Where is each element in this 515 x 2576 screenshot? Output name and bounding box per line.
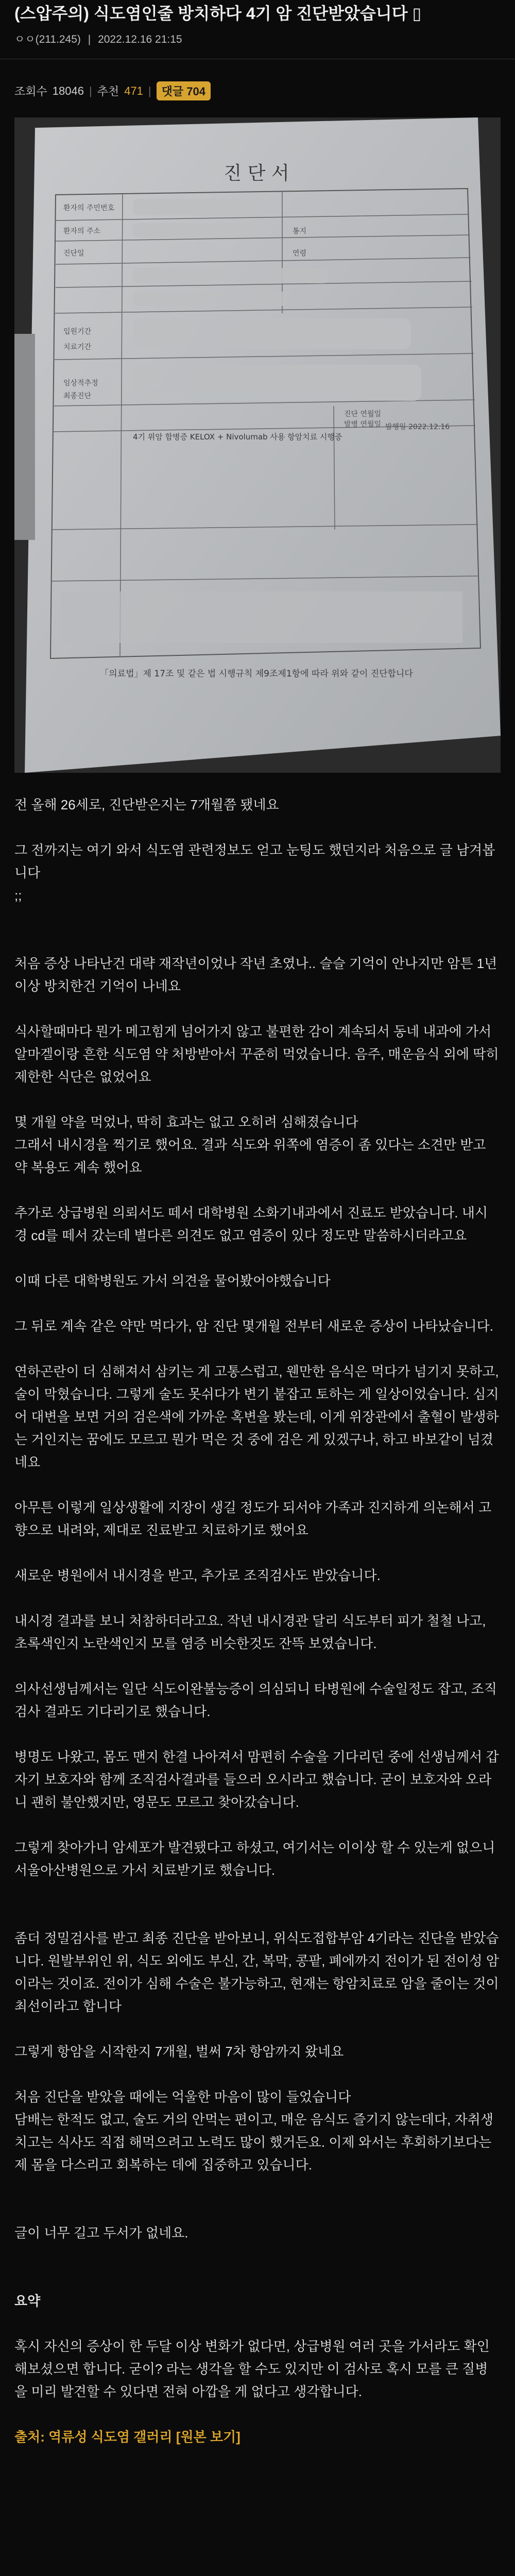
body-p6: 추가로 상급병원 의뢰서도 떼서 대학병원 소화기내과에서 진료도 받았습니다. 내시경 cd를 떼서 갔는데 별다른 의견도 없고 염증이 있다 정도만 말씀하시더라고요 xyxy=(14,1205,488,1243)
body-p12: 내시경 결과를 보니 처참하더라고요. 작년 내시경관 달리 식도부터 피가 철철 나고, 초록색인지 노란색인지 모를 염증 비슷한것도 잔뜩 보였습니다. xyxy=(14,1613,486,1651)
spacer xyxy=(14,1904,501,1927)
doc-label-10: 발병 연월일 xyxy=(344,420,382,429)
body-p13: 의사선생님께서는 일단 식도이완불능증이 의심되니 타병원에 수술일정도 잡고, 조직검사 결과도 기다리기로 했습니다. xyxy=(14,1681,497,1719)
doc-label-5: 입원기간 xyxy=(63,328,92,336)
comments-label: 댓글 xyxy=(161,85,184,98)
body-p2: 그 전까지는 여기 와서 식도염 관련정보도 얻고 눈팅도 했던지라 처음으로 글 남겨봅니다 xyxy=(14,842,495,880)
post-body xyxy=(14,793,501,2471)
body-p17: 그렇게 항암을 시작한지 7개월, 벌써 7차 항암까지 왔네요 xyxy=(14,2044,344,2059)
body-p9: 연하곤란이 더 심해져서 삼키는 게 고통스럽고, 웬만한 음식은 먹다가 넘기지 못하고, 술이 막혔습니다. 그렇게 술도 못쉬다가 변기 붙잡고 토하는 게 일상이었습니다. 심지어 대변을 보면 거의 검은색에 가까운 혹변을 봤는데, 이게 위장관에서 출혈이 발생하는 거인지는 꿈에도 모르고 뭔가 먹은 것 중에 검은 게 있겠구나, 하고 바보같이 넘겼네요 xyxy=(14,1364,499,1470)
document-illustration xyxy=(14,117,501,773)
spacer xyxy=(14,2199,501,2222)
doc-footer-text: 「의료법」제 17조 및 같은 법 시행규칙 제9조제1항에 따라 위와 같이 진단합니다 xyxy=(100,669,413,679)
post-date: 2022.12.16 21:15 xyxy=(98,33,182,45)
doc-label-1: 환자의 주소 xyxy=(63,227,101,235)
doc-label-7: 임상적추정 xyxy=(63,379,98,387)
body-p3: 처음 증상 나타난건 대략 재작년이었나 작년 초였나.. 슬슬 기억이 안나지만 암튼 1년 이상 방치한건 기억이 나네요 xyxy=(14,956,497,994)
body-p10: 아무튼 이렇게 일상생활에 지장이 생길 정도가 되서야 가족과 진지하게 의논해서 고향으로 내려와, 제대로 진료받고 치료하기로 했어요 xyxy=(14,1500,492,1538)
doc-label-4: 연령 xyxy=(293,249,307,258)
diagnosis-text: 4기 위암 합병증 KELOX + Nivolumab 사용 항암치료 시행중 xyxy=(133,432,342,442)
recommend-label: 추천 xyxy=(97,85,119,98)
doc-label-6: 치료기간 xyxy=(63,343,92,351)
spacer xyxy=(14,929,501,952)
doc-label-8: 최종진단 xyxy=(63,392,92,400)
body-p14: 병명도 나왔고, 몸도 맨지 한결 나아져서 맘편히 수술을 기다리던 중에 선생님께서 갑자기 보호자와 함께 조직검사결과를 들으러 오시라고 했습니다. 굳이 보호자와 오라니 괜히 불안했지만, 영문도 모르고 찾아갔습니다. xyxy=(14,1749,499,1810)
body-p11: 새로운 병원에서 내시경을 받고, 추가로 조직검사도 받았습니다. xyxy=(14,1568,381,1583)
post-meta xyxy=(14,31,186,46)
comment-count-badge[interactable] xyxy=(157,81,211,100)
body-p15: 그렇게 찾아가니 암세포가 발견됐다고 하셨고, 여기서는 이이상 할 수 있는게 없으니 서울아산병원으로 가서 치료받기로 했습니다. xyxy=(14,1840,495,1878)
diagnosis-document-photo xyxy=(14,117,501,773)
stats-separator: | xyxy=(89,84,92,97)
doc-label-9: 진단 연월일 xyxy=(344,410,382,418)
post-header xyxy=(0,0,515,46)
source-link[interactable]: 출처: 역류성 식도염 갤러리 [원본 보기] xyxy=(14,2429,241,2445)
post-author[interactable]: ㅇㅇ(211.245) xyxy=(14,33,81,45)
body-p1: 전 올해 26세로, 진단받은지는 7개월쯤 됐네요 xyxy=(14,797,279,812)
post-stats xyxy=(14,81,211,100)
redacted-block-bottom xyxy=(61,591,462,643)
meta-separator: | xyxy=(88,33,91,45)
body-p2b: ;; xyxy=(14,888,22,903)
views-count: 18046 xyxy=(52,84,84,97)
body-p16: 좀더 정밀검사를 받고 최종 진단을 받아보니, 위식도접합부암 4기라는 진단을 받았습니다. 원발부위인 위, 식도 외에도 부신, 간, 복막, 콩팥, 폐에까지 전이가 된 전이성 암이라는 것이죠. 전이가 심해 수술은 불가능하고, 현재는 항암치료로 암을 줄이는 것이 최선이라고 합니다 xyxy=(14,1930,499,2014)
form-title: 진 단 서 xyxy=(224,163,289,184)
body-p7: 이때 다른 대학병원도 가서 의견을 물어봤어야했습니다 xyxy=(14,1273,331,1289)
doc-label-2: 진단일 xyxy=(63,249,84,258)
comments-count: 704 xyxy=(186,85,205,98)
views-label: 조회수 xyxy=(14,85,47,98)
redacted-block xyxy=(133,199,267,215)
post-title[interactable]: (스압주의) 식도염인줄 방치하다 4기 암 진단받았습니다 ▯ xyxy=(14,4,422,23)
stats-separator-2: | xyxy=(148,84,151,97)
doc-label-3: 통지 xyxy=(293,227,307,235)
spacer xyxy=(14,2267,501,2290)
body-p5: 몇 개월 약을 먹었나, 딱히 효과는 없고 오히려 심해졌습니다 그래서 내시경을 찍기로 했어요. 결과 식도와 위쪽에 염증이 좀 있다는 소견만 받고 약 복용도 계속 했어요 xyxy=(14,1114,486,1175)
body-p18: 처음 진단을 받았을 때에는 억울한 마음이 많이 들었습니다 담배는 한적도 없고, 술도 거의 안먹는 편이고, 매운 음식도 즐기지 않는데다, 자취생 치고는 식사도 직접 해먹으려고 노력도 많이 했거든요. 이제 와서는 후회하기보다는 제 몸을 다스리고 회복하는 데에 집중하고 있습니다. xyxy=(14,2089,493,2173)
body-p8: 그 뒤로 계속 같은 약만 먹다가, 암 진단 몇개월 전부터 새로운 증상이 나타났습니다. xyxy=(14,1318,493,1334)
summary-text: 혹시 자신의 증상이 한 두달 이상 변화가 없다면, 상급병원 여러 곳을 가서라도 확인해보셨으면 합니다. 굳이? 라는 생각을 할 수도 있지만 이 검사로 혹시 모를 큰 질병을 미리 발견할 수 있다면 전혀 아깝을 게 없다고 생각합니다. xyxy=(14,2338,490,2399)
recommend-count: 471 xyxy=(124,84,143,97)
diagnosis-stamp: 발행일 2022.12.16 xyxy=(385,423,450,431)
body-p19: 글이 너무 길고 두서가 없네요. xyxy=(14,2225,188,2241)
doc-label-0: 환자의 주민번호 xyxy=(63,204,115,212)
summary-title: 요약 xyxy=(14,2293,41,2309)
paper-edge xyxy=(14,334,35,540)
body-p4: 식사할때마다 뭔가 메고힘게 넘어가지 않고 불편한 감이 계속되서 동네 내과에 가서 알마겔이랑 흔한 식도염 약 처방받아서 꾸준히 먹었습니다. 음주, 매운음식 외에 딱히 제한한 식단은 없었어요 xyxy=(14,1024,499,1084)
